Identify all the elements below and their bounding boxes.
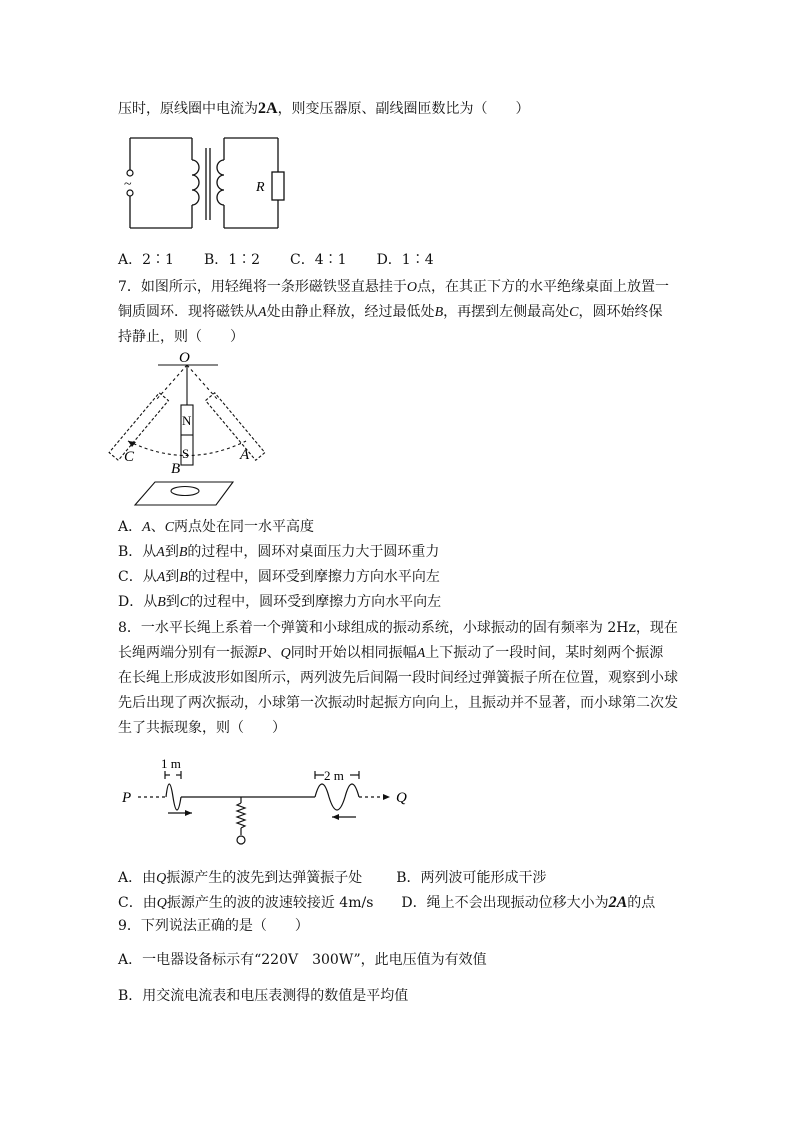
- q9-stem: [118, 916, 309, 936]
- q7-option-b: [118, 542, 439, 563]
- q8-text: 生了共振现象，则（ ）: [118, 720, 286, 736]
- q7-text: 铜质圆环．现将磁铁从: [118, 304, 258, 320]
- q7-text: A．: [118, 519, 143, 535]
- q8-var-q: Q: [156, 871, 167, 886]
- magnet-pole-s: S: [182, 446, 190, 461]
- q7-var-b: B: [179, 570, 188, 585]
- q6-option-a: A．2∶1: [118, 252, 174, 268]
- q7-stem-line-1: [118, 277, 669, 298]
- q7-stem-line-2: [118, 302, 662, 323]
- q8-text: 振源产生的波先到达弹簧振子处: [166, 870, 363, 886]
- rope-wave-diagram: [118, 755, 418, 855]
- q7-option-a: [118, 517, 314, 538]
- q7-var-b: B: [157, 595, 166, 610]
- q8-var-q: Q: [280, 646, 291, 661]
- q7-text: 的过程中，圆环受到摩擦力方向水平向左: [189, 594, 442, 610]
- arrow-left-icon: [332, 814, 339, 820]
- q6-option-d: D．1∶4: [376, 252, 434, 268]
- q8-var-p: P: [258, 646, 267, 661]
- q8-var-amplitude: A: [416, 646, 426, 661]
- q8-text: A．由: [118, 870, 157, 886]
- q6-stem-text: 压时，原线圈中电流为: [118, 101, 258, 117]
- q8-options-row-2: [118, 893, 655, 914]
- q7-var-b: B: [178, 545, 188, 560]
- q8-text: 、: [266, 645, 281, 661]
- magnet-pendulum-diagram: [118, 348, 258, 510]
- arrow-to-q-icon: [383, 794, 390, 800]
- q7-var-b: B: [434, 305, 444, 320]
- q7-var-a: A: [142, 520, 151, 535]
- q8-text: D．绳上不会出现振动位移大小为: [401, 895, 609, 911]
- q6-option-b: B．1∶2: [203, 252, 261, 268]
- wavelength-label-1m: 1 m: [161, 756, 181, 771]
- q7-var-a: A: [156, 545, 165, 560]
- q7-text: 两点处在同一水平高度: [174, 519, 315, 535]
- q6-option-c: C．4∶1: [290, 252, 347, 268]
- point-label-b: B: [171, 461, 181, 477]
- q6-stem-text-end: ，则变压器原、副线圈匝数比为（ ）: [277, 101, 530, 117]
- q8-text: 在长绳上形成波形如图所示，两列波先后间隔一段时间经过弹簧振子所在位置，观察到小球: [118, 670, 678, 686]
- terminal-top: [127, 170, 133, 176]
- magnet-pole-n: N: [182, 413, 192, 428]
- point-label-c: C: [124, 449, 135, 465]
- transformer-circuit-diagram: [118, 130, 298, 240]
- point-label-a: A: [240, 447, 250, 463]
- q7-text: 到: [165, 569, 180, 585]
- q8-text: 长绳两端分别有一振源: [118, 645, 258, 661]
- q7-text: 的过程中，圆环对桌面压力大于圆环重力: [187, 544, 440, 560]
- q7-text: 到: [165, 594, 180, 610]
- wavelength-label-2m: 2 m: [324, 768, 344, 783]
- q8-text: 的点: [627, 895, 656, 911]
- source-label-q: Q: [396, 790, 407, 806]
- q7-var-o: O: [406, 280, 418, 295]
- q6-current-value: 2A: [258, 100, 278, 117]
- q9-text: B．用交流电流表和电压表测得的数值是平均值: [118, 988, 409, 1004]
- q8-stem-line-5: [118, 718, 286, 738]
- q8-text: C．由: [118, 895, 157, 911]
- q7-var-a: A: [156, 570, 166, 585]
- q7-text: 处由静止释放，经过最低处: [266, 304, 435, 320]
- q7-stem-line-3: [118, 327, 244, 347]
- q7-text: 持静止，则（ ）: [118, 329, 244, 345]
- q7-text: 到: [164, 544, 179, 560]
- q7-text: 的过程中，圆环受到摩擦力方向水平向左: [187, 569, 440, 585]
- q7-text: B．从: [118, 544, 157, 560]
- q9-text: 9．下列说法正确的是（ ）: [118, 918, 309, 934]
- q7-var-a: A: [258, 305, 267, 320]
- resistor-label: R: [256, 180, 265, 195]
- q8-var-q: Q: [156, 896, 167, 911]
- q7-text: D．从: [118, 594, 158, 610]
- q7-text: 、: [150, 519, 165, 535]
- q6-stem-line: [118, 99, 530, 119]
- q9-text: A．一电器设备标示有“220V 300W”，此电压值为有效值: [118, 952, 487, 968]
- q8-text: 8．一水平长绳上系着一个弹簧和小球组成的振动系统，小球振动的固有频率为 2Hz，现在: [118, 620, 678, 636]
- pivot-label-o: O: [179, 350, 190, 366]
- q8-text: 先后出现了两次振动，小球第一次振动时起振方向向上，且振动并不显著，而小球第二次发: [118, 695, 678, 711]
- q8-options-row-1: [118, 868, 547, 889]
- q7-text: C．从: [118, 569, 157, 585]
- q7-var-c: C: [179, 595, 190, 610]
- q8-stem-line-2: [118, 643, 663, 664]
- q7-text: ，再摆到左侧最高处: [443, 304, 570, 320]
- q9-option-a: [118, 950, 487, 970]
- arrow-right-icon: [185, 810, 192, 816]
- q8-displacement-value: 2A: [608, 894, 628, 911]
- q8-text: 上下振动了一段时间，某时刻两个振源: [425, 645, 664, 661]
- q8-option-b: B．两列波可能形成干涉: [396, 870, 547, 886]
- ac-source-symbol: ~: [124, 177, 132, 192]
- q7-var-c: C: [569, 305, 579, 320]
- q8-text: 振源产生的波的波速较接近 4m/s: [166, 895, 374, 911]
- q8-stem-line-1: [118, 618, 678, 638]
- q7-option-c: [118, 567, 440, 588]
- q8-stem-line-3: [118, 668, 678, 688]
- q7-text: 点，在其正下方的水平绝缘桌面上放置一: [417, 279, 670, 295]
- q8-stem-line-4: [118, 693, 678, 713]
- q7-text: ，圆环始终保: [578, 304, 663, 320]
- q6-options: [118, 250, 434, 270]
- q7-var-c: C: [164, 520, 175, 535]
- source-label-p: P: [122, 790, 132, 806]
- q7-option-d: [118, 592, 441, 613]
- q9-option-b: [118, 986, 408, 1006]
- q8-text: 同时开始以相同振幅: [290, 645, 417, 661]
- q7-text: 7．如图所示，用轻绳将一条形磁铁竖直悬挂于: [118, 279, 407, 295]
